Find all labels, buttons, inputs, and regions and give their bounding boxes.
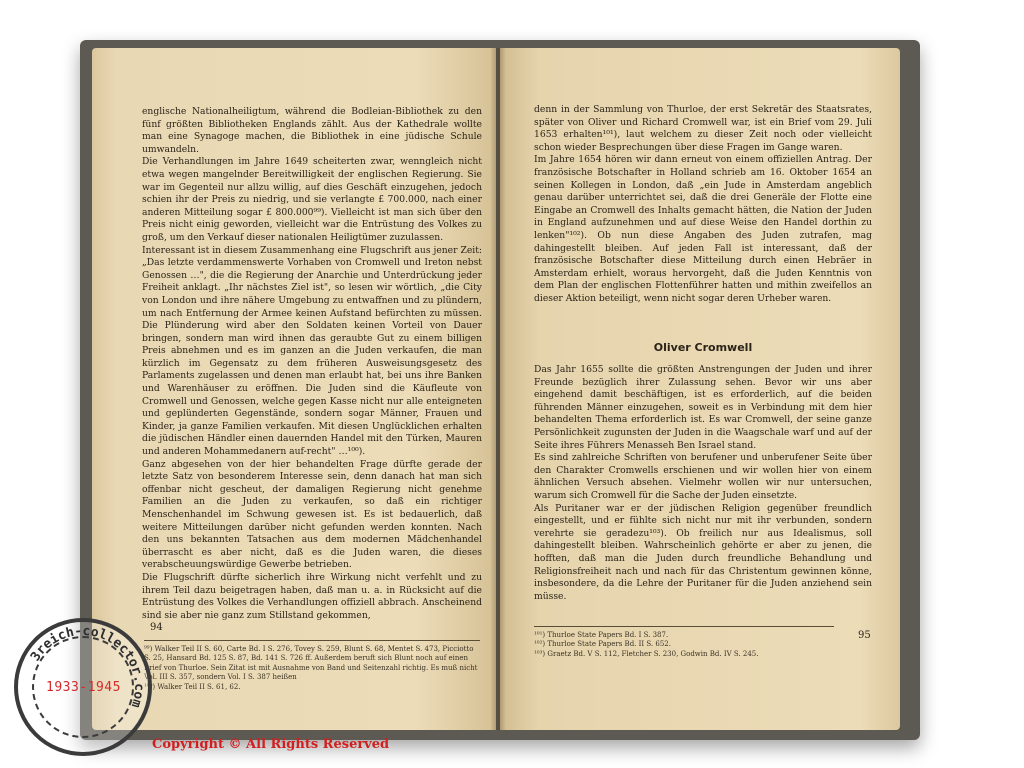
- paragraph: denn in der Sammlung von Thurloe, der erst Sekretär des Staatsrates, später von Oliver und Richard Cromwell war, ist ein Brief vom 29. Juli 1653 erhalten¹⁰¹), laut welchem zu dieser Zeit noch oder vielleicht schon wieder Besprechungen über diese Fragen im Gange waren.: [534, 104, 872, 153]
- paragraph: Es sind zahlreiche Schriften von berufener und unberufener Seite über den Charakter Cromwells erschienen und wir wollen hier von einem ähnlichen Versuch absehen. Vielmehr wollen wir nur untersuchen, warum sich Cromwell für die Sache der Juden einsetzte.: [534, 452, 872, 502]
- right-page-body: [534, 104, 872, 603]
- copyright-notice: Copyright © All Rights Reserved: [152, 737, 390, 752]
- footnote: ¹⁰³) Graetz Bd. V S. 112, Fletcher S. 230, Godwin Bd. IV S. 245.: [534, 649, 759, 658]
- stamp-ring-text: 3reich-collector.com: [28, 623, 147, 710]
- stamp-years: 1933-1945: [46, 680, 121, 695]
- paragraph: englische Nationalheiligtum, während die Bodleian-Bibliothek zu den fünf größten Bibliotheken Englands zählt. Aus der Kathedrale wollte man eine Synagoge machen, die Bibliothek in eine jüdische Schule umwandeln.: [142, 106, 482, 155]
- paragraph: Als Puritaner war er der jüdischen Religion gegenüber freundlich eingestellt, und er fühlte sich nicht nur mit ihr verbunden, sondern verehrte sie geradezu¹⁰³). Ob freilich nur aus Idealismus, soll dahingestellt bleiben. Wahrscheinlich gehörte er aber zu jenen, die hofften, daß man die Juden durch freundliche Behandlung und Religionsfreiheit nach und nach für das Christentum gewinnen könne, insbesondere, da die Lehre der Puritaner für die Juden anziehend sein müsse.: [534, 502, 872, 602]
- book-gutter: [490, 48, 506, 730]
- footnote: ¹⁰⁰) Walker Teil II S. 61, 62.: [144, 682, 241, 691]
- watermark-stamp: [14, 618, 152, 756]
- paragraph: Interessant ist in diesem Zusammenhang eine Flugschrift aus jener Zeit: „Das letzte verdammenswerte Vorhaben von Cromwell und Ireton nebst Genossen …", die die Regierung der Anarchie und Unterdrückung jeder Freiheit anklagt. „Ihr nächstes Ziel ist", so lesen wir wörtlich, „die City von London und ihre nähere Umgebung zu entwaffnen und zu plündern, um nach Entfernung der Armee keinen Aufstand befürchten zu müssen. Die Plünderung wird aber den Soldaten keinen Vorteil von Dauer bringen, sondern man wird ihnen das geraubte Gut zu einem billigen Preis abnehmen und es im ganzen an die Juden verkaufen, die man kürzlich im Gegensatz zu dem früheren Ausweisungsgesetz des Parlaments zugelassen und denen man erlaubt hat, bei uns ihre Banken und Warenhäuser zu eröffnen. Die Juden sind die Käufleute von Cromwell und Genossen, welche gegen Kasse nicht nur alle enteigneten und geplünderten Gegenstände, sondern sogar Männer, Frauen und Kinder, ja ganze Familien verkaufen. Mit diesen Unglücklichen erhalten die jüdischen Händler einen dauernden Handel mit den Türken, Mauren und anderen Mohammedanern auf-recht" …¹⁰⁰).: [142, 244, 482, 458]
- page-number: 94: [150, 622, 163, 633]
- left-footnotes: [144, 640, 480, 692]
- footnote: ¹⁰²) Thurloe State Papers Bd. II S. 652.: [534, 640, 671, 649]
- left-page-body: [142, 106, 482, 622]
- paragraph: Im Jahre 1654 hören wir dann erneut von einem offiziellen Antrag. Der französische Botschafter in Holland schrieb am 16. Oktober 1654 an seinen Kollegen in London, daß „ein Jude in Amsterdam angeblich genau darüber unterrichtet sei, daß die drei Generäle der Flotte eine Eingabe an Cromwell des Inhalts gemacht hätten, die Nation der Juden in England aufzunehmen und auf diese Weise den Handel dorthin zu lenken"¹⁰²). Ob nun diese Angaben des Juden zutrafen, mag dahingestellt bleiben. Auf jeden Fall ist interessant, daß der französische Botschafter diese Mitteilung durch einen Hebräer in Amsterdam erhielt, woraus hervorgeht, daß die Juden Kenntnis von dem Plan der englischen Flottenführer hatten und mithin zweifellos an dieser Aktion beteiligt, wenn nicht sogar deren Urheber waren.: [534, 154, 872, 304]
- paragraph: Die Flugschrift dürfte sicherlich ihre Wirkung nicht verfehlt und zu ihrem Teil dazu beigetragen haben, daß man u. a. in Rücksicht auf die Entrüstung des Volkes die Verhandlungen offiziell abbrach. Anscheinend sind sie aber nie ganz zum Stillstand gekommen,: [142, 571, 482, 621]
- right-page: [500, 48, 900, 730]
- left-page: [92, 48, 496, 730]
- right-footnotes: [534, 626, 834, 659]
- paragraph: Das Jahr 1655 sollte die größten Anstrengungen der Juden und ihrer Freunde bezüglich ihrer Zulassung sehen. Bevor wir uns aber eingehend damit beschäftigen, ist es erforderlich, auf die beiden führenden Männer einzugehen, soweit es in Verbindung mit dem hier behandelten Thema erforderlich ist. Es war Cromwell, der seine ganze Persönlichkeit zugunsten der Juden in die Waagschale warf und auf der Seite ihres Führers Menasseh Ben Israel stand.: [534, 364, 872, 451]
- paragraph: Die Verhandlungen im Jahre 1649 scheiterten zwar, wenngleich nicht etwa wegen mangelnder Bereitwilligkeit der englischen Regierung. Sie war im Gegenteil nur allzu willig, auf dies Geschäft einzugehen, jedoch schien ihr der Preis zu niedrig, und sie verlangte £ 700.000, nach einer anderen Mitteilung sogar £ 800.000⁹⁹). Vielleicht ist man sich über den Preis nicht einig geworden, vielleicht war die Entrüstung des Volkes zu groß, um den Verkauf dieser nationalen Heiligtümer zuzulassen.: [142, 156, 482, 243]
- section-heading: Oliver Cromwell: [653, 340, 753, 354]
- paragraph: Ganz abgesehen von der hier behandelten Frage dürfte gerade der letzte Satz von besonderem Interesse sein, denn danach hat man sich offenbar nicht gescheut, der damaligen Regierung nicht genehme Familien an die Juden zu verkaufen, so daß ein richtiger Menschenhandel im Schwung gewesen ist. Es ist bedauerlich, daß weitere Mitteilungen darüber nicht gefunden werden konnten. Nach den uns bekannten Tatsachen aus dem modernen Mädchenhandel überrascht es aber nicht, daß es die Juden waren, die dieses verabscheuungswürdige Gewerbe betrieben.: [142, 458, 482, 571]
- footnote: ⁹⁹) Walker Teil II S. 60, Carte Bd. I S. 276, Tovey S. 259, Blunt S. 68, Mentet S. 473, Picciotto S. 25, Hansard Bd. 125 S. 87, Bd. 141 S. 726 ff. Außerdem beruft sich Blunt noch auf einen Brief von Thurloe. Sein Zitat ist mit Ausnahme von Band und Seitenzahl richtig. Es muß nicht Vol. III S. 357, sondern Vol. I S. 387 heißen: [144, 645, 478, 682]
- footnote: ¹⁰¹) Thurloe State Papers Bd. I S. 387.: [534, 631, 669, 639]
- page-number: 95: [858, 630, 871, 641]
